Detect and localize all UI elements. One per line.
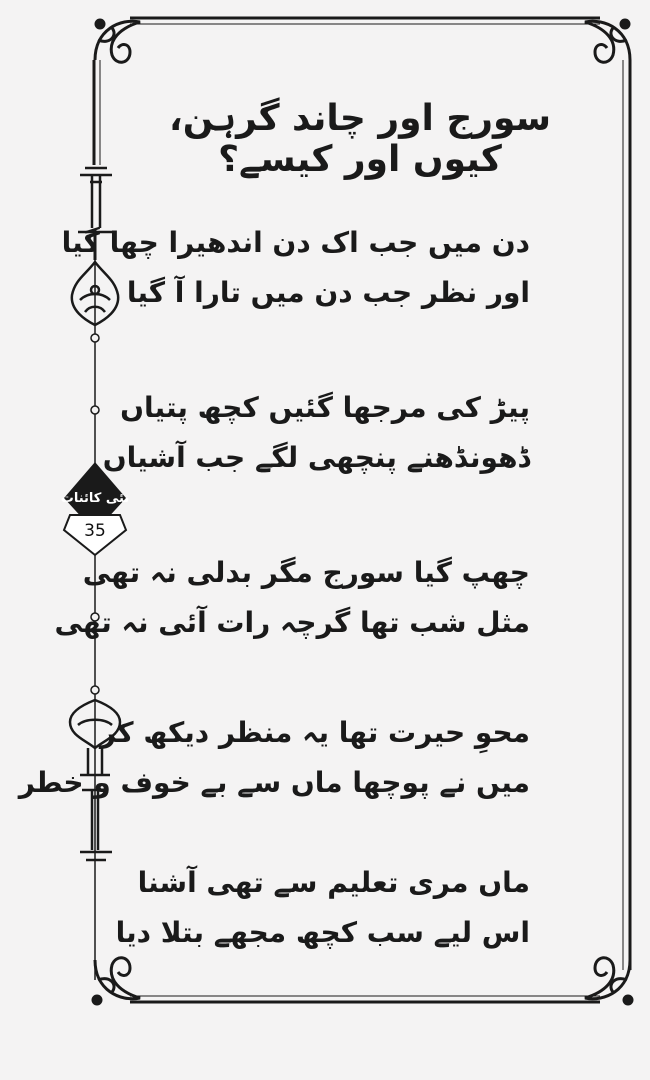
verse-line: مثل شب تھا گرچہ رات آئی نہ تھی: [54, 606, 530, 639]
verse-line: ڈھونڈھنے پنچھی لگے جب آشیاں: [102, 441, 530, 474]
verse-line: چھپ گیا سورج مگر بدلی نہ تھی: [82, 556, 530, 589]
stanza-1: [61, 218, 530, 318]
page-number: 35: [84, 521, 106, 541]
stanza-3: [54, 548, 530, 648]
corner-ornament-bottom-right: [585, 958, 632, 1004]
corner-ornament-top-left: [95, 20, 140, 62]
corner-ornament-bottom-left: [93, 958, 140, 1004]
verse-line: اس لیے سب کچھ مجھے بتلا دیا: [115, 916, 530, 949]
verse-line: میں نے پوچھا ماں سے بے خوف و خطر: [18, 766, 530, 799]
corner-ornament-top-right: [585, 20, 630, 62]
stanza-5: [115, 858, 530, 958]
stanza-4: [18, 708, 530, 808]
verse-line: دن میں جب اک دن اندھیرا چھا گیا: [61, 226, 530, 259]
badge-logo-text: نئی کائنات: [60, 491, 130, 506]
verse-line: اور نظر جب دن میں تارا آ گیا: [126, 276, 530, 309]
verse-line: پیڑ کی مرجھا گئیں کچھ پتیاں: [120, 391, 530, 424]
verse-line: محوِ حیرت تھا یہ منظر دیکھ کر: [99, 716, 530, 749]
poem-title: سورج اور چاند گرہن، کیوں اور کیسے؟: [169, 98, 551, 180]
stanza-2: [102, 383, 530, 483]
verse-line: ماں مری تعلیم سے تھی آشنا: [137, 866, 530, 899]
